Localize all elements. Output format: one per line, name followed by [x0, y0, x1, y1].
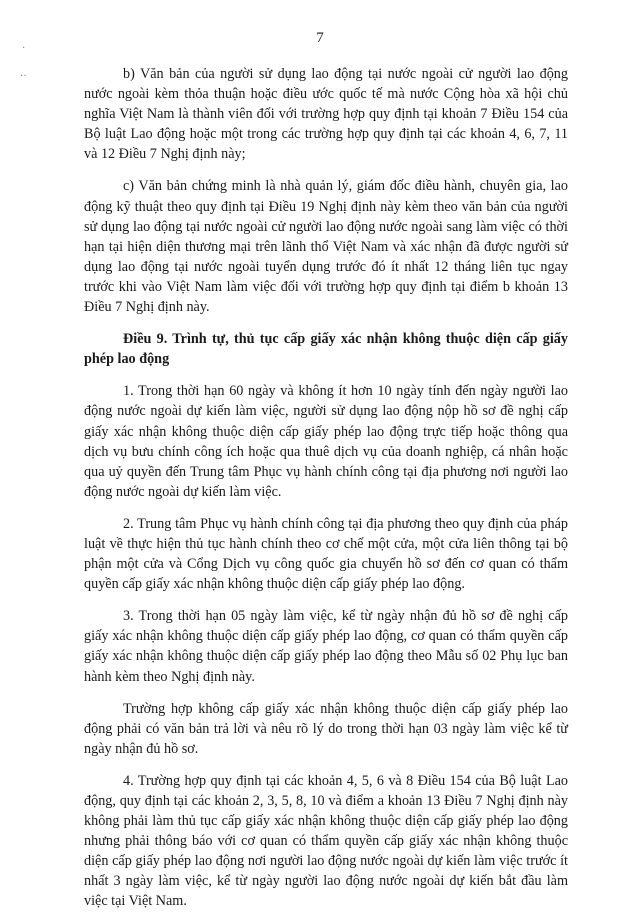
paragraph-8-2-c: c) Văn bản chứng minh là nhà quản lý, giám đốc điều hành, chuyên gia, lao động kỹ thuật theo quy định tại Điều 19 Nghị định này kèm theo văn bản của người sử dụng lao động tại nước ngoài cử người lao động nước ngoài sang làm việc có thời hạn tại hiện diện thương mại trên lãnh thổ Việt Nam và xác nhận đã được người sử dụng lao động tại nước ngoài tuyển dụng trước đó ít nhất 12 tháng liên tục ngay trước khi vào Việt Nam làm việc đối với trường hợp quy định tại điểm b khoản 13 Điều 7 Nghị định này. [84, 178, 568, 316]
document-body [84, 64, 568, 924]
paragraph-9-1: 1. Trong thời hạn 60 ngày và không ít hơn 10 ngày tính đến ngày người lao động nước ngoài dự kiến làm việc, người sử dụng lao động nộp hồ sơ đề nghị cấp giấy xác nhận không thuộc diện cấp giấy phép lao động trực tiếp hoặc thông qua dịch vụ bưu chính công ích hoặc qua thuê dịch vụ của doanh nghiệp, cá nhân hoặc qua uỷ quyền đến Trung tâm Phục vụ hành chính công tại địa phương nơi người lao động nước ngoài dự kiến làm việc. [84, 383, 568, 500]
page-number: 7 [316, 30, 324, 46]
paragraph-9-3: 3. Trong thời hạn 05 ngày làm việc, kể từ ngày nhận đủ hồ sơ đề nghị cấp giấy xác nhận không thuộc diện cấp giấy phép lao động, cơ quan có thẩm quyền cấp giấy xác nhận không thuộc diện cấp giấy phép lao động theo Mẫu số 02 Phụ lục ban hành kèm theo Nghị định này. [84, 608, 568, 685]
paragraph-8-2-b: b) Văn bản của người sử dụng lao động tại nước ngoài cử người lao động nước ngoài kèm thỏa thuận hoặc điều ước quốc tế mà nước Cộng hòa xã hội chủ nghĩa Việt Nam là thành viên đối với trường hợp quy định tại khoản 7 Điều 154 của Bộ luật Lao động hoặc một trong các trường hợp quy định tại các khoản 4, 6, 7, 11 và 12 Điều 7 Nghị định này; [84, 66, 568, 163]
scan-speck-bottom: ·· [20, 71, 27, 82]
paragraph-9-4: 4. Trường hợp quy định tại các khoản 4, 5, 6 và 8 Điều 154 của Bộ luật Lao động, quy định tại các khoản 2, 3, 5, 8, 10 và điểm a khoản 13 Điều 7 Nghị định này không phải làm thủ tục cấp giấy xác nhận không thuộc diện cấp giấy phép lao động nhưng phải thông báo với cơ quan có thẩm quyền cấp giấy xác nhận không thuộc diện cấp giấy phép lao động nơi người lao động nước ngoài dự kiến làm việc trước ít nhất 3 ngày làm việc, kể từ ngày người lao động nước ngoài dự kiến bắt đầu làm việc tại Việt Nam. [84, 772, 568, 910]
article-9-heading: Điều 9. Trình tự, thủ tục cấp giấy xác nhận không thuộc diện cấp giấy phép lao động [84, 331, 568, 368]
scan-speck-top: · [22, 43, 26, 54]
paragraph-9-3-refusal: Trường hợp không cấp giấy xác nhận không thuộc diện cấp giấy phép lao động phải có văn bản trả lời và nêu rõ lý do trong thời hạn 03 ngày làm việc kể từ ngày nhận đủ hồ sơ. [84, 700, 568, 757]
paragraph-9-2: 2. Trung tâm Phục vụ hành chính công tại địa phương theo quy định của pháp luật về thực hiện thủ tục hành chính theo cơ chế một cửa, một cửa liên thông tại bộ phận một cửa và Cổng Dịch vụ công quốc gia chuyển hồ sơ đến cơ quan có thẩm quyền cấp giấy xác nhận không thuộc diện cấp giấy phép lao động. [84, 515, 568, 593]
